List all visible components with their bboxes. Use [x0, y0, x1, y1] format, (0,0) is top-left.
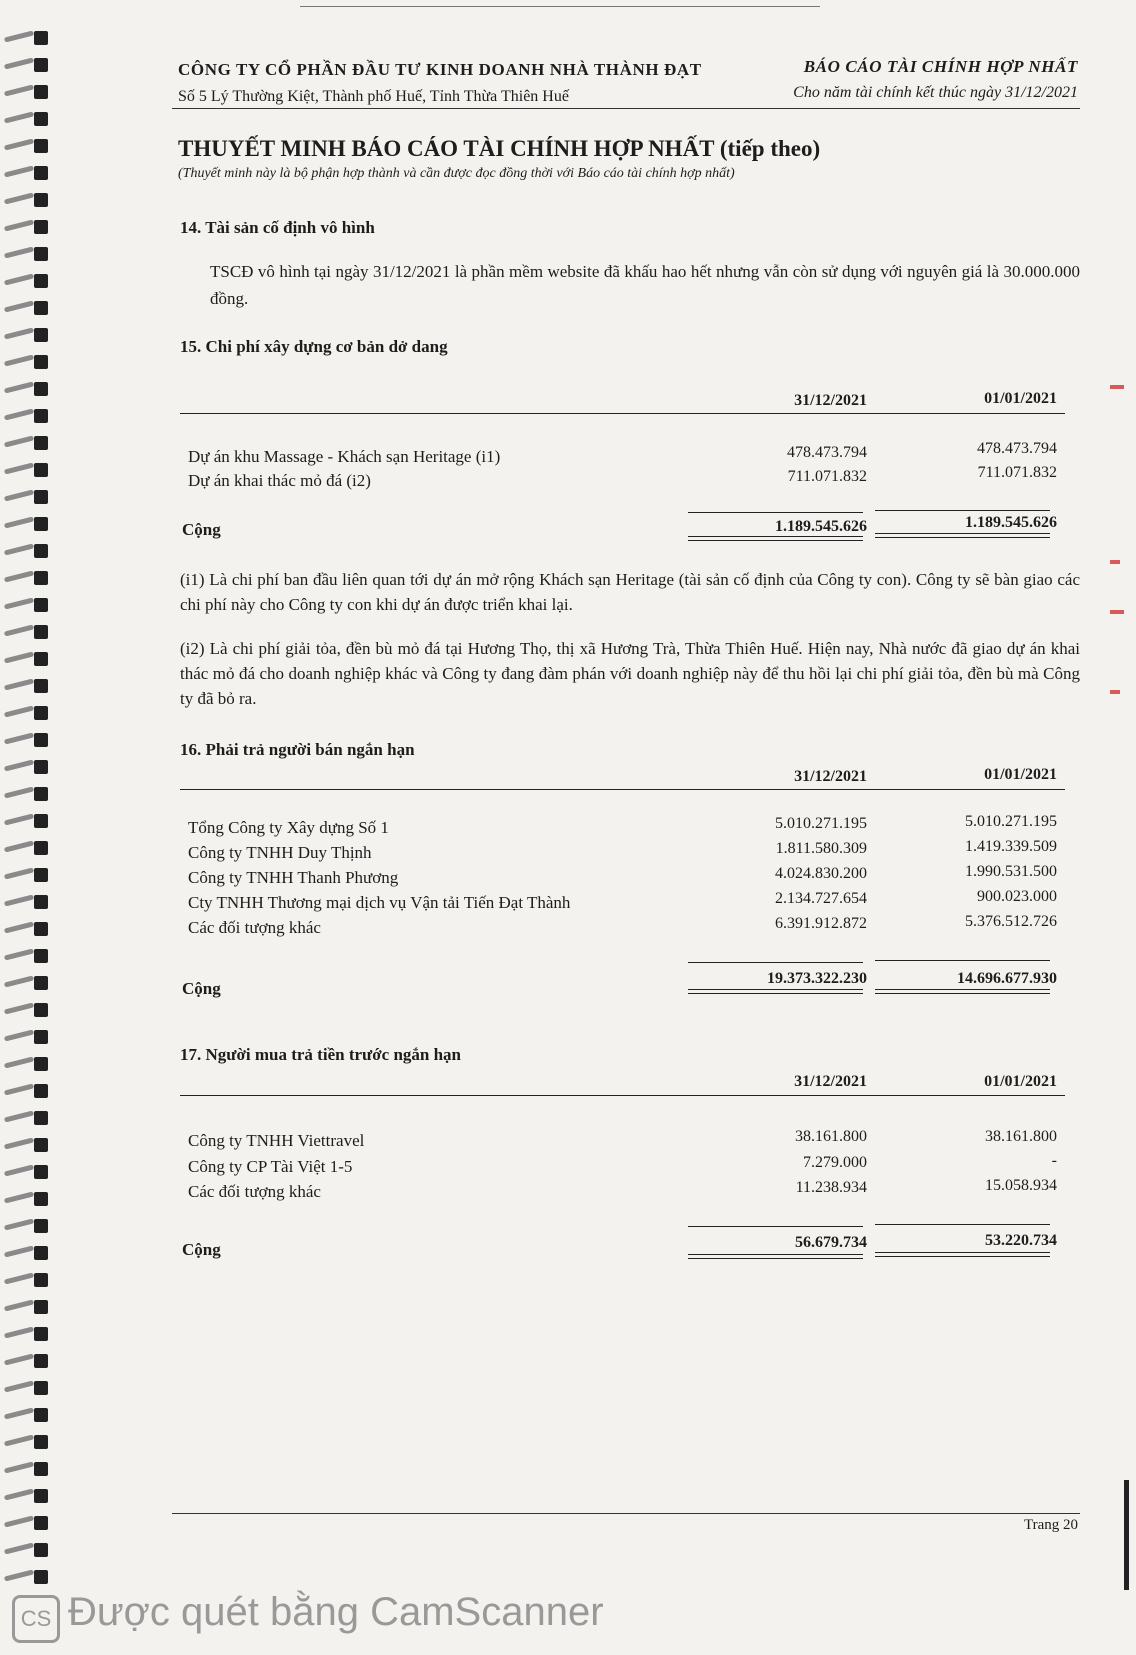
binding-ring	[4, 408, 48, 424]
binding-ring	[4, 489, 48, 505]
table-cell: 4.024.830.200	[775, 865, 867, 882]
table-cell: 2.134.727.654	[775, 890, 867, 907]
s15-total-2: 1.189.545.626	[965, 514, 1057, 531]
table-cell: 11.238.934	[795, 1179, 867, 1196]
report-title: BÁO CÁO TÀI CHÍNH HỢP NHẤT	[803, 57, 1078, 76]
binding-ring	[4, 1056, 48, 1072]
binding-ring	[4, 543, 48, 559]
binding-ring	[4, 165, 48, 181]
page-number: Trang 20	[1023, 1517, 1078, 1533]
binding-ring	[4, 1380, 48, 1396]
binding-ring	[4, 1326, 48, 1342]
binding-ring	[4, 813, 48, 829]
s16-header-rule	[180, 789, 1065, 790]
table-row-label: Các đối tượng khác	[188, 1182, 321, 1201]
table-cell: -	[1051, 1152, 1057, 1169]
binding-ring	[4, 1137, 48, 1153]
s16-col-header-2: 01/01/2021	[984, 766, 1057, 783]
table-row-label: Công ty TNHH Duy Thịnh	[188, 843, 372, 862]
binding-ring	[4, 1218, 48, 1234]
page-title: THUYẾT MINH BÁO CÁO TÀI CHÍNH HỢP NHẤT (tiếp theo)	[178, 136, 821, 161]
binding-ring	[4, 759, 48, 775]
table-cell: 1.811.580.309	[775, 840, 867, 857]
s16-total-1: 19.373.322.230	[767, 970, 867, 987]
binding-ring	[4, 948, 48, 964]
binding-ring	[4, 219, 48, 235]
binding-ring	[4, 84, 48, 100]
stamp-mark	[1110, 560, 1120, 564]
binding-ring	[4, 867, 48, 883]
s16-total-label: Cộng	[182, 979, 221, 998]
total-double-rule	[875, 1252, 1050, 1257]
total-rule	[688, 512, 863, 513]
table-cell: 6.391.912.872	[775, 915, 867, 932]
total-rule	[875, 1224, 1050, 1225]
binding-ring	[4, 111, 48, 127]
table-row-label: Công ty TNHH Viettravel	[188, 1131, 365, 1150]
binding-ring	[4, 435, 48, 451]
binding-ring	[4, 921, 48, 937]
table-row-label: Tổng Công ty Xây dựng Số 1	[188, 818, 389, 837]
binding-ring	[4, 192, 48, 208]
binding-ring	[4, 1002, 48, 1018]
table-cell: 478.473.794	[977, 440, 1057, 457]
table-cell: 5.010.271.195	[965, 813, 1057, 830]
table-cell: 478.473.794	[787, 444, 867, 461]
binding-ring	[4, 138, 48, 154]
table-row-label: Công ty TNHH Thanh Phương	[188, 868, 399, 887]
table-cell: 38.161.800	[795, 1128, 867, 1145]
s17-total-1: 56.679.734	[795, 1234, 867, 1251]
binding-ring	[4, 651, 48, 667]
table-cell: 900.023.000	[977, 888, 1057, 905]
total-rule	[875, 960, 1050, 961]
total-double-rule	[875, 533, 1050, 538]
binding-ring	[4, 1434, 48, 1450]
binding-ring	[4, 1515, 48, 1531]
page-subtitle: (Thuyết minh này là bộ phận hợp thành và cần được đọc đồng thời với Báo cáo tài chính hợp nhất)	[178, 166, 735, 181]
spiral-binding	[0, 0, 58, 1600]
binding-ring	[4, 327, 48, 343]
section-14-text: TSCĐ vô hình tại ngày 31/12/2021 là phần mềm website đã khấu hao hết nhưng vẫn còn sử dụng với nguyên giá là 30.000.000 đồng.	[210, 262, 1080, 308]
section-15-note-1: (i1) Là chi phí ban đầu liên quan tới dự án mở rộng Khách sạn Heritage (tài sản cố định của Công ty con). Công ty sẽ bàn giao các chi phí này cho Công ty con khi dự án được triển khai lại.	[180, 570, 1080, 614]
stamp-mark	[1110, 690, 1120, 694]
binding-ring	[4, 1542, 48, 1558]
s17-total-2: 53.220.734	[985, 1232, 1057, 1249]
binding-ring	[4, 1488, 48, 1504]
binding-ring	[4, 1299, 48, 1315]
binding-ring	[4, 1461, 48, 1477]
table-cell: 7.279.000	[803, 1154, 867, 1171]
binding-ring	[4, 678, 48, 694]
section-15-title: 15. Chi phí xây dựng cơ bản dở dang	[180, 337, 448, 356]
binding-ring	[4, 894, 48, 910]
total-double-rule	[875, 989, 1050, 994]
s17-col-header-2: 01/01/2021	[984, 1073, 1057, 1090]
binding-ring	[4, 1245, 48, 1261]
s17-col-header-1: 31/12/2021	[794, 1073, 867, 1090]
binding-ring	[4, 1191, 48, 1207]
table-row-label: Dự án khu Massage - Khách sạn Heritage (i1)	[188, 447, 501, 466]
binding-ring	[4, 246, 48, 262]
table-cell: 5.010.271.195	[775, 815, 867, 832]
s16-total-2: 14.696.677.930	[957, 970, 1057, 987]
binding-ring	[4, 57, 48, 73]
section-15-note-2: (i2) Là chi phí giải tỏa, đền bù mỏ đá tại Hương Thọ, thị xã Hương Trà, Thừa Thiên Huế. Hiện nay, Nhà nước đã giao dự án khai thác mỏ đá cho doanh nghiệp khác và Công ty đang đàm phán với doanh nghiệp này để thu hồi lại chi phí giải tỏa, đền bù mà Công ty đã bỏ ra.	[180, 639, 1080, 708]
binding-ring	[4, 354, 48, 370]
s15-col-header-2: 01/01/2021	[984, 390, 1057, 407]
table-row-label: Cty TNHH Thương mại dịch vụ Vận tải Tiến Đạt Thành	[188, 893, 571, 912]
total-rule	[688, 1226, 863, 1227]
table-row-label: Dự án khai thác mỏ đá (i2)	[188, 471, 371, 490]
total-rule	[875, 510, 1050, 511]
company-name: CÔNG TY CỔ PHẦN ĐẦU TƯ KINH DOANH NHÀ THÀNH ĐẠT	[178, 60, 702, 79]
camscanner-logo: CS	[12, 1595, 60, 1643]
table-cell: 1.419.339.509	[965, 838, 1057, 855]
table-row-label: Công ty CP Tài Việt 1-5	[188, 1157, 353, 1176]
binding-ring	[4, 381, 48, 397]
total-double-rule	[688, 989, 863, 994]
binding-ring	[4, 1272, 48, 1288]
s15-total-1: 1.189.545.626	[775, 518, 867, 535]
binding-ring	[4, 624, 48, 640]
binding-ring	[4, 1110, 48, 1126]
footer-divider	[172, 1513, 1080, 1514]
section-17-title: 17. Người mua trả tiền trước ngắn hạn	[180, 1045, 462, 1064]
page-edge-right	[1124, 1480, 1129, 1590]
s15-total-label: Cộng	[182, 520, 221, 539]
stamp-mark	[1110, 385, 1124, 389]
binding-ring	[4, 1083, 48, 1099]
s15-col-header-1: 31/12/2021	[794, 392, 867, 409]
total-double-rule	[688, 1254, 863, 1259]
total-double-rule	[688, 536, 863, 541]
binding-ring	[4, 1029, 48, 1045]
binding-ring	[4, 1407, 48, 1423]
table-cell: 5.376.512.726	[965, 913, 1057, 930]
binding-ring	[4, 516, 48, 532]
table-cell: 15.058.934	[985, 1177, 1057, 1194]
section-16-title: 16. Phải trả người bán ngắn hạn	[180, 740, 415, 759]
binding-ring	[4, 705, 48, 721]
binding-ring	[4, 786, 48, 802]
binding-ring	[4, 30, 48, 46]
header-divider	[172, 108, 1080, 109]
report-period: Cho năm tài chính kết thúc ngày 31/12/2021	[793, 84, 1078, 101]
binding-ring	[4, 462, 48, 478]
table-row-label: Các đối tượng khác	[188, 918, 321, 937]
s16-col-header-1: 31/12/2021	[794, 768, 867, 785]
binding-ring	[4, 732, 48, 748]
s17-total-label: Cộng	[182, 1240, 221, 1259]
table-cell: 38.161.800	[985, 1128, 1057, 1145]
binding-ring	[4, 840, 48, 856]
total-rule	[688, 962, 863, 963]
company-address: Số 5 Lý Thường Kiệt, Thành phố Huế, Tỉnh Thừa Thiên Huế	[178, 88, 569, 105]
page-edge	[300, 0, 820, 7]
stamp-mark	[1110, 610, 1124, 614]
binding-ring	[4, 1164, 48, 1180]
binding-ring	[4, 975, 48, 991]
s15-header-rule	[180, 413, 1065, 414]
table-cell: 1.990.531.500	[965, 863, 1057, 880]
binding-ring	[4, 570, 48, 586]
binding-ring	[4, 1569, 48, 1585]
camscanner-watermark: Được quét bằng CamScanner	[68, 1590, 604, 1634]
binding-ring	[4, 597, 48, 613]
table-cell: 711.071.832	[977, 464, 1057, 481]
s17-header-rule	[180, 1095, 1065, 1096]
section-14-title: 14. Tài sản cố định vô hình	[180, 218, 375, 237]
binding-ring	[4, 1353, 48, 1369]
binding-ring	[4, 300, 48, 316]
table-cell: 711.071.832	[787, 468, 867, 485]
binding-ring	[4, 273, 48, 289]
